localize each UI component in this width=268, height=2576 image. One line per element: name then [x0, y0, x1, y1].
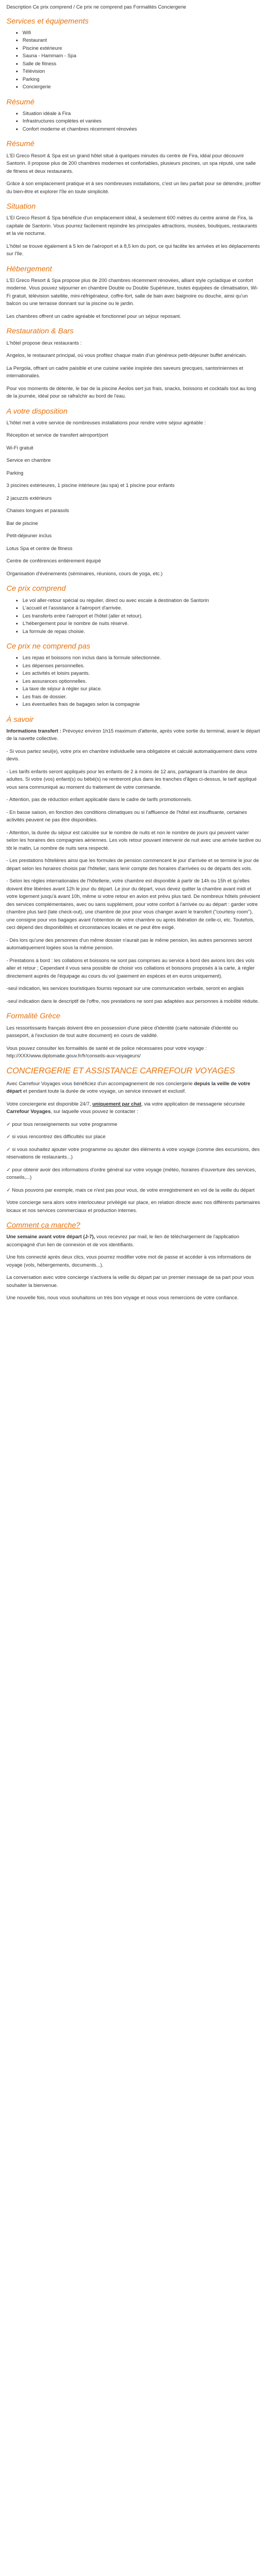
amenity-line: 3 piscines extérieures, 1 piscine intérieure (au spa) et 1 piscine pour enfants — [6, 483, 175, 489]
list-item: • Le vol aller-retour spécial ou régulier, direct ou avec escale à destination de Santorin — [23, 597, 262, 605]
conciergerie-paragraph: Votre concierge sera alors votre interlocuteur privilégié sur place, en relation directe avec nos différents partenaires locaux et nos services commerciaux et production internes. — [6, 1200, 260, 1213]
conciergerie-text: Votre conciergerie est disponible 24/7, — [6, 1101, 93, 1107]
resume-paragraph: Grâce à son emplacement pratique et à ses nombreuses installations, c'est un lieu parfait pour se détendre, profiter du bien-être et explorer l'île en toute simplicité. — [6, 181, 261, 194]
a-savoir-transfer — [6, 727, 262, 743]
amenity-line: Chaises longues et parasols — [6, 508, 69, 514]
list-item: • Les frais de dossier. — [23, 693, 262, 701]
comment-paragraph: Une nouvelle fois, nous vous souhaitons un très bon voyage et nous vous remercions de votre confiance. — [6, 1295, 239, 1301]
a-savoir-paragraph: - Prestations à bord : les collations et boissons ne sont pas comprises au service à bord des avions lors des vols aller et retour ; Cependant il vous sera possible de choisir vos collations et boissons proposés à la carte, à régler directement auprès de l'équipage au cours du vol (paiement en espèces et en euros uniquement). — [6, 957, 255, 979]
hebergement-paragraph: L'El Greco Resort & Spa propose plus de 200 chambres récemment rénovées, alliant style cycladique et confort moderne. Vous pouvez séjourner en chambre Double ou Double Supérieure, toutes équipées de climatisation, Wi-Fi gratuit, télévision satellite, mini-réfrigérateur, coffre-fort, salle de bain avec baignoire ou douche, ainsi qu'un balcon ou une terrasse donnant sur la piscine ou le jardin. — [6, 277, 258, 307]
list-item: • L'hébergement pour le nombre de nuits réservé. — [23, 620, 262, 628]
formalite-heading: Formalité Grèce — [6, 1011, 61, 1020]
a-savoir-paragraph: - Si vous partez seul(e), votre prix en chambre individuelle sera obligatoire et calculé automatiquement dans votre devis. — [6, 748, 257, 762]
transfer-label: Informations transfert : — [6, 728, 62, 734]
a-savoir-paragraph: - En basse saison, en fonction des conditions climatiques ou si l'affluence de l'hôtel est insuffisante, certaines activités peuvent ne pas être disponibles. — [6, 809, 247, 823]
list-item: • Salle de fitness — [23, 60, 262, 68]
conciergerie-check: ✓ Nous pouvons par exemple, mais ce n'est pas pour vous, de votre enregistrement en vol de la veille du départ — [6, 1187, 255, 1193]
list-item: • Wifi — [23, 29, 262, 37]
ce-prix-comprend-list — [6, 597, 262, 636]
comment-paragraph: Une fois connecté après deux clics, vous pourrez modifier votre mot de passe et accéder à vos informations de voyage (vols, hébergements, documents...). — [6, 1254, 251, 1268]
ce-prix-ne-comprend-pas-heading: Ce prix ne comprend pas — [6, 642, 91, 650]
amenity-line: Bar de piscine — [6, 520, 38, 526]
list-item: • Télévision — [23, 67, 262, 75]
conciergerie-chat-only: uniquement par chat — [92, 1101, 142, 1107]
conciergerie-heading: CONCIERGERIE ET ASSISTANCE CARREFOUR VOYAGES — [6, 1066, 235, 1076]
comment-emphasis: Une semaine avant votre départ (J-7), — [6, 1234, 95, 1240]
list-item: • La formule de repas choisie. — [23, 628, 262, 636]
list-item: • Les dépenses personnelles. — [23, 662, 262, 670]
conciergerie-text: , sur laquelle vous pouvez le contacter : — [50, 1109, 138, 1115]
situation-heading: Situation — [6, 202, 36, 211]
amenity-line: Service en chambre — [6, 458, 51, 463]
list-item: • Sauna - Hammam - Spa — [23, 52, 262, 60]
conciergerie-paragraph — [6, 1100, 262, 1116]
services-heading: Services et équipements — [6, 16, 89, 25]
amenity-line: Centre de conférences entièrement équipé — [6, 558, 101, 564]
comment-text: vous recevrez par mail, le lien de téléchargement de l'application accompagné d'un lien de connexion et de vos identifiants. — [6, 1234, 240, 1247]
restauration-paragraph: La Pergola, offrant un cadre paisible et une cuisine variée inspirée des saveurs grecques, santoriniennes et internationales. — [6, 365, 243, 379]
a-savoir-paragraph: - Les tarifs enfants seront appliqués pour les enfants de 2 à moins de 12 ans, partageant la chambre de deux adultes. Si votre (vos) enfant(s) ou bébé(s) ne rentreront plus dans les tranches d'âges ci-dessus, le tarif appliqué vous sera communiqué au moment du traitement de votre commande. — [6, 768, 257, 790]
amenities-lines — [6, 431, 262, 577]
a-savoir-paragraph: - Dès lors qu'une des personnes d'un même dossier n'aurait pas le même pension, les autres personnes seront automatiquement logées sous la même pension. — [6, 937, 252, 951]
a-savoir-paragraph: - Attention, pas de réduction enfant applicable dans le cadre de tarifs promotionnels. — [6, 797, 192, 803]
list-item: • La taxe de séjour à régler sur place. — [23, 685, 262, 693]
a-savoir-paragraph: - Selon les règles internationales de l'hôtellerie, votre chambre est disponible à partir de 14h ou 15h et qu'elles doivent être libérées avant 12h le jour du départ. Le jour du départ, vous devez quitter la chambre avant midi et votre logement jusqu'à avant 10h, même si votre retour en avion est prévu plus tard. De nombreux hôtels prévoient des services complémentaires, avec ou sans supplément, pour votre confort à l'arrivée ou au départ : garder votre chambre plus tard (late check-out), une chambre de jour pour vous changer avant le transfert ("courtesy room"), une consigne pour vos bagages avant l'obtention de votre chambre ou après libération de celle-ci, etc. Toutefois, ceci dépend des disponibilités et circonstances locales et ne peut être exigé. — [6, 878, 260, 931]
a-savoir-heading: À savoir — [6, 714, 34, 723]
conciergerie-check: ✓ si vous souhaitez ajouter votre programme ou ajouter des éléments à votre voyage (comme des excursions, des réservations de restaurants...) — [6, 1146, 260, 1160]
a-savoir-paragraph: - Les prestations hôtelières ainsi que les formules de pension commencent le jour d'arrivée et se termine le jour de départ selon les horaires choisis par l'hôtelier, sans lenir compte des horaires d'arrivées ou de départs des vols. — [6, 858, 259, 871]
resume-list — [6, 110, 262, 133]
amenity-line: Wi-Fi gratuit — [6, 445, 34, 451]
amenity-line: Organisation d'événements (séminaires, réunions, cours de yoga, etc.) — [6, 570, 163, 576]
conciergerie-check: ✓ pour obtenir avoir des informations d'ordre général sur votre voyage (météo, horaires d'ouverture des services, conseils,...) — [6, 1167, 256, 1180]
resume-heading-1: Résumé — [6, 97, 35, 106]
list-item: • Les repas et boissons non inclus dans la formule sélectionnée. — [23, 654, 262, 662]
transfer-text: Prévoyez environ 1h15 maximum d'attente, après votre sortie du terminal, avant le départ de la navette collective. — [6, 728, 260, 742]
conciergerie-app-name: Carrefour Voyages — [6, 1109, 51, 1115]
comment-paragraph — [6, 1233, 262, 1248]
services-list — [6, 29, 262, 91]
intro-line: Description Ce prix comprend / Ce prix ne comprend pas Formalités Conciergerie — [6, 4, 187, 10]
amenity-line: Lotus Spa et centre de fitness — [6, 545, 73, 551]
restauration-paragraph: Pour vos moments de détente, le bar de la piscine Aeolos sert jus frais, snacks, boissons et cocktails tout au long de la journée, idéal pour se rafraîchir au bord de l'eau. — [6, 385, 256, 399]
hebergement-paragraph: Les chambres offrent un cadre agréable et fonctionnel pour un séjour reposant. — [6, 313, 181, 319]
conciergerie-emphasis: depuis la veille de votre départ — [6, 1080, 250, 1094]
list-item: • Parking — [23, 75, 262, 83]
conciergerie-text: , via votre application de messagerie sécurisée — [141, 1101, 245, 1107]
comment-paragraph: La conversation avec votre concierge s'activera la veille du départ par un premier message de sa part pour vous souhaiter la bienvenue. — [6, 1275, 254, 1288]
amenity-line: 2 jacuzzis extérieurs — [6, 495, 52, 501]
list-item: • Infrastructures complètes et variées — [23, 117, 262, 125]
conciergerie-check: ✓ pour tous renseignements sur votre programme — [6, 1121, 117, 1127]
amenity-line: Parking — [6, 470, 24, 476]
conciergerie-check: ✓ si vous rencontrez des difficultés sur place — [6, 1134, 106, 1140]
list-item: • Confort moderne et chambres récemment rénovées — [23, 125, 262, 133]
list-item: • Situation idéale à Fira — [23, 110, 262, 118]
situation-paragraph: L'El Greco Resort & Spa bénéficie d'un emplacement idéal, à seulement 600 mètres du centre animé de Fira, la capitale de Santorin. Vous pourrez facilement rejoindre les principales attractions, musées, boutiques, restaurants et la vie nocturne. — [6, 215, 257, 237]
votre-disposition-heading: A votre disposition — [6, 406, 68, 415]
a-savoir-paragraph: - Attention, la durée du séjour est calculée sur le nombre de nuits et non le nombre de jours qui peuvent varier selon les horaires des compagnies aériennes. Les vols retour pouvant intervenir de nuit avec une arrivée tardive ou tôt le matin, Le nombre de nuits sera respecté. — [6, 829, 261, 851]
ce-prix-ne-comprend-pas-list — [6, 654, 262, 708]
comment-heading: Comment ça marche? — [6, 1221, 80, 1230]
amenity-line: Petit-déjeuner inclus — [6, 533, 52, 539]
formalite-paragraph: Les ressortissants français doivent être en possession d'une pièce d'identité (carte nationale d'identité ou passeport, à l'exclusion de tout autre document) en cours de validité. — [6, 1025, 238, 1039]
list-item: • Les assurances optionnelles. — [23, 677, 262, 685]
resume-paragraph: L'El Greco Resort & Spa est un grand hôtel situé à quelques minutes du centre de Fira, idéal pour découvrir Santorin. Il propose plus de 200 chambres modernes et confortables, plusieurs piscines, un spa réputé, une salle de fitness et deux restaurants. — [6, 153, 256, 174]
hebergement-heading: Hébergement — [6, 264, 52, 273]
list-item: • Piscine extérieure — [23, 44, 262, 52]
a-savoir-paragraph: -seul indication dans le descriptif de l'offre, nos prestations ne sont pas adaptées aux personnes à mobilité réduite. — [6, 998, 259, 1004]
ce-prix-comprend-heading: Ce prix comprend — [6, 584, 66, 593]
situation-paragraph: L'hôtel se trouve également à 5 km de l'aéroport et à 8,5 km du port, ce qui facilite les arrivées et les déplacements sur l'île. — [6, 243, 260, 257]
formalite-link-paragraph[interactable]: Vous pouvez consulter les formalités de santé et de police nécessaires pour votre voyage : http://XXX/www.diplomatie.gouv.fr/fr/conseils-aux-voyageurs/ — [6, 1045, 207, 1059]
conciergerie-text: Avec Carrefour Voyages vous bénéficiez d'un accompagnement de nos conciergerie — [6, 1080, 194, 1086]
conciergerie-paragraph — [6, 1080, 262, 1095]
restauration-heading: Restauration & Bars — [6, 326, 74, 336]
list-item: • L'accueil et l'assistance à l'aéroport d'arrivée. — [23, 604, 262, 612]
list-item: • Restaurant — [23, 36, 262, 44]
list-item: • Les activités et loisirs payants. — [23, 669, 262, 677]
resume-heading-2: Résumé — [6, 139, 35, 148]
restauration-paragraph: Angelos, le restaurant principal, où vous profitez chaque matin d'un généreux petit-déjeuner buffet américain. — [6, 353, 247, 359]
votre-disposition-intro: L'hôtel met à votre service de nombreuses installations pour rendre votre séjour agréable : — [6, 420, 206, 425]
restauration-paragraph: L'hôtel propose deux restaurants : — [6, 340, 82, 346]
amenity-line: Réception et service de transfert aéroport/port — [6, 432, 108, 438]
conciergerie-text: et pendant toute la durée de votre voyage, un service innovant et exclusif. — [21, 1088, 186, 1094]
a-savoir-paragraph: -seul indication, les services touristiques fournis reposant sur une communication verbale, seront en anglais — [6, 986, 244, 992]
list-item: • Les transferts entre l'aéroport et l'hôtel (aller et retour). — [23, 612, 262, 620]
list-item: • Conciergerie — [23, 83, 262, 91]
list-item: • Les éventuelles frais de bagages selon la compagnie — [23, 700, 262, 708]
